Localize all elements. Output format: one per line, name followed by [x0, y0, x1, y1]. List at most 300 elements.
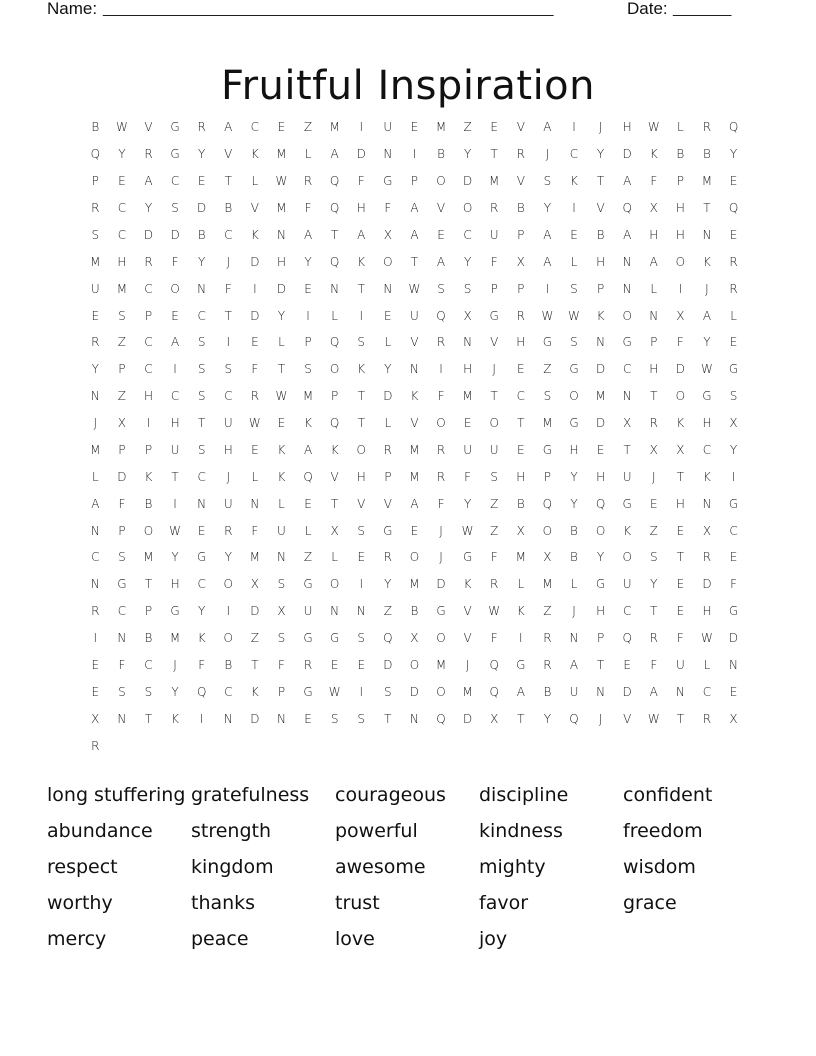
grid-letter[interactable]: Y [463, 254, 472, 269]
grid-letter[interactable]: S [118, 550, 126, 565]
grid-letter[interactable]: I [146, 416, 151, 431]
grid-letter[interactable]: H [516, 335, 526, 350]
grid-letter[interactable]: U [622, 577, 632, 592]
grid-letter[interactable]: E [171, 308, 179, 323]
grid-letter[interactable]: N [409, 711, 419, 726]
grid-letter[interactable]: I [359, 577, 363, 592]
grid-letter[interactable]: B [197, 227, 206, 242]
grid-letter[interactable]: H [596, 469, 606, 484]
grid-letter[interactable]: T [357, 416, 365, 431]
grid-letter[interactable]: A [303, 227, 313, 242]
grid-letter[interactable]: S [490, 469, 499, 484]
grid-letter[interactable]: E [330, 657, 339, 672]
grid-letter[interactable]: T [277, 362, 286, 377]
grid-letter[interactable]: T [490, 389, 498, 404]
grid-letter[interactable]: M [329, 120, 340, 135]
grid-letter[interactable]: X [543, 550, 552, 565]
grid-letter[interactable]: S [357, 631, 366, 646]
grid-letter[interactable]: W [408, 281, 421, 296]
grid-letter[interactable]: Q [569, 711, 579, 726]
grid-letter[interactable]: A [649, 684, 658, 699]
grid-letter[interactable]: X [729, 416, 738, 431]
grid-letter[interactable]: T [330, 227, 339, 242]
grid-letter[interactable]: D [462, 174, 473, 189]
grid-letter[interactable]: X [676, 308, 685, 323]
grid-letter[interactable]: N [276, 550, 286, 565]
grid-letter[interactable]: H [569, 442, 579, 457]
grid-letter[interactable]: Z [250, 631, 259, 646]
grid-letter[interactable]: X [702, 523, 712, 538]
grid-letter[interactable]: R [144, 147, 153, 162]
grid-letter[interactable]: S [118, 308, 126, 323]
grid-letter[interactable]: X [516, 523, 525, 538]
grid-letter[interactable]: R [702, 711, 712, 726]
grid-letter[interactable]: M [409, 442, 420, 457]
grid-letter[interactable]: Q [728, 120, 739, 135]
grid-letter[interactable]: B [570, 523, 578, 538]
grid-letter[interactable]: G [622, 496, 632, 511]
grid-letter[interactable]: T [198, 416, 206, 431]
grid-letter[interactable]: N [596, 684, 606, 699]
grid-letter[interactable]: T [224, 308, 232, 323]
grid-letter[interactable]: G [117, 577, 127, 592]
grid-letter[interactable]: L [278, 335, 285, 350]
grid-letter[interactable]: Y [277, 308, 286, 323]
grid-letter[interactable]: H [516, 469, 526, 484]
grid-letter[interactable]: I [226, 604, 231, 619]
grid-letter[interactable]: B [224, 201, 233, 216]
grid-letter[interactable]: Y [703, 335, 711, 350]
grid-letter[interactable]: W [248, 416, 261, 431]
grid-letter[interactable]: C [463, 227, 472, 242]
grid-letter[interactable]: R [516, 147, 525, 162]
grid-letter[interactable]: Z [117, 335, 126, 350]
grid-letter[interactable]: O [675, 254, 686, 269]
grid-letter[interactable]: W [488, 604, 501, 619]
grid-letter[interactable]: A [144, 174, 153, 189]
grid-letter[interactable]: E [91, 308, 100, 323]
grid-letter[interactable]: H [675, 201, 685, 216]
grid-letter[interactable]: H [170, 577, 180, 592]
grid-letter[interactable]: K [703, 254, 711, 269]
grid-letter[interactable]: Y [91, 362, 99, 377]
grid-letter[interactable]: O [223, 577, 233, 592]
grid-letter[interactable]: F [251, 362, 259, 377]
grid-letter[interactable]: V [516, 174, 525, 189]
grid-letter[interactable]: P [144, 308, 153, 323]
grid-letter[interactable]: G [383, 523, 393, 538]
grid-letter[interactable]: C [569, 147, 579, 162]
grid-letter[interactable]: Q [90, 147, 101, 162]
grid-letter[interactable]: M [276, 147, 287, 162]
grid-letter[interactable]: R [144, 254, 153, 269]
grid-letter[interactable]: E [304, 711, 312, 726]
grid-letter[interactable]: I [439, 362, 443, 377]
grid-letter[interactable]: A [410, 201, 419, 216]
grid-letter[interactable]: Z [383, 604, 392, 619]
grid-letter[interactable]: U [223, 416, 233, 431]
grid-letter[interactable]: N [649, 308, 659, 323]
grid-letter[interactable]: P [650, 335, 658, 350]
grid-letter[interactable]: I [412, 147, 417, 162]
grid-letter[interactable]: E [649, 496, 658, 511]
grid-letter[interactable]: C [516, 389, 525, 404]
grid-letter[interactable]: M [435, 120, 447, 135]
grid-letter[interactable]: G [542, 442, 553, 457]
grid-letter[interactable]: E [277, 120, 286, 135]
grid-letter[interactable]: Z [303, 120, 313, 135]
grid-letter[interactable]: W [169, 523, 182, 538]
grid-letter[interactable]: T [490, 147, 498, 162]
grid-letter[interactable]: K [410, 389, 419, 404]
grid-letter[interactable]: P [596, 281, 605, 296]
grid-letter[interactable]: Y [198, 147, 206, 162]
grid-letter[interactable]: K [357, 254, 366, 269]
grid-letter[interactable]: C [144, 335, 153, 350]
grid-letter[interactable]: C [224, 227, 233, 242]
grid-letter[interactable]: V [250, 201, 259, 216]
grid-letter[interactable]: T [596, 174, 605, 189]
grid-letter[interactable]: V [144, 120, 153, 135]
grid-letter[interactable]: Z [490, 496, 499, 511]
grid-letter[interactable]: K [250, 684, 259, 699]
grid-letter[interactable]: T [410, 254, 419, 269]
grid-letter[interactable]: N [90, 577, 100, 592]
grid-letter[interactable]: C [144, 281, 153, 296]
grid-letter[interactable]: H [702, 416, 712, 431]
grid-letter[interactable]: K [357, 362, 366, 377]
grid-letter[interactable]: O [143, 523, 154, 538]
grid-letter[interactable]: L [677, 120, 684, 135]
grid-letter[interactable]: R [303, 657, 313, 672]
grid-letter[interactable]: V [436, 201, 446, 216]
grid-letter[interactable]: X [649, 201, 658, 216]
grid-letter[interactable]: G [436, 604, 446, 619]
grid-letter[interactable]: I [359, 120, 363, 135]
grid-letter[interactable]: N [702, 227, 712, 242]
grid-letter[interactable]: G [516, 657, 526, 672]
grid-letter[interactable]: O [436, 684, 446, 699]
grid-letter[interactable]: E [251, 442, 259, 457]
grid-letter[interactable]: M [595, 389, 606, 404]
grid-letter[interactable]: B [224, 657, 233, 672]
grid-letter[interactable]: G [170, 147, 180, 162]
grid-letter[interactable]: M [489, 174, 500, 189]
grid-letter[interactable]: L [650, 281, 658, 296]
grid-letter[interactable]: U [675, 657, 685, 672]
grid-letter[interactable]: H [649, 227, 659, 242]
grid-letter[interactable]: T [676, 711, 685, 726]
grid-letter[interactable]: I [731, 469, 736, 484]
grid-letter[interactable]: Y [384, 362, 392, 377]
grid-letter[interactable]: F [650, 174, 658, 189]
grid-letter[interactable]: P [676, 174, 684, 189]
grid-letter[interactable]: Y [118, 147, 126, 162]
grid-letter[interactable]: H [675, 227, 685, 242]
grid-letter[interactable]: T [357, 389, 365, 404]
grid-letter[interactable]: J [651, 469, 656, 484]
grid-letter[interactable]: Y [463, 496, 472, 511]
grid-letter[interactable]: C [197, 469, 206, 484]
grid-letter[interactable]: P [304, 335, 312, 350]
grid-letter[interactable]: L [517, 577, 525, 592]
grid-letter[interactable]: Q [303, 469, 313, 484]
grid-letter[interactable]: K [277, 469, 286, 484]
grid-letter[interactable]: E [251, 335, 259, 350]
grid-letter[interactable]: H [675, 496, 685, 511]
grid-letter[interactable]: Y [144, 201, 153, 216]
grid-letter[interactable]: T [650, 604, 658, 619]
grid-letter[interactable]: B [703, 147, 711, 162]
grid-letter[interactable]: Z [117, 389, 126, 404]
grid-letter[interactable]: W [328, 684, 341, 699]
grid-letter[interactable]: K [171, 711, 180, 726]
grid-letter[interactable]: S [543, 174, 552, 189]
grid-letter[interactable]: X [463, 308, 472, 323]
grid-letter[interactable]: X [516, 254, 525, 269]
grid-letter[interactable]: K [703, 469, 711, 484]
grid-letter[interactable]: E [197, 523, 206, 538]
grid-letter[interactable]: D [250, 254, 260, 269]
grid-letter[interactable]: G [303, 577, 313, 592]
grid-letter[interactable]: V [330, 469, 339, 484]
grid-letter[interactable]: L [278, 496, 285, 511]
grid-letter[interactable]: G [489, 308, 499, 323]
grid-letter[interactable]: S [357, 335, 366, 350]
grid-letter[interactable]: W [275, 389, 288, 404]
grid-letter[interactable]: I [572, 201, 576, 216]
grid-letter[interactable]: E [91, 684, 100, 699]
grid-letter[interactable]: C [224, 389, 233, 404]
grid-letter[interactable]: X [490, 711, 499, 726]
grid-letter[interactable]: E [410, 120, 419, 135]
grid-letter[interactable]: U [383, 120, 393, 135]
grid-letter[interactable]: E [676, 604, 685, 619]
grid-letter[interactable]: R [516, 308, 525, 323]
grid-letter[interactable]: K [623, 523, 632, 538]
grid-letter[interactable]: E [729, 227, 738, 242]
grid-letter[interactable]: J [226, 254, 231, 269]
grid-letter[interactable]: A [623, 227, 632, 242]
grid-letter[interactable]: M [435, 657, 447, 672]
grid-letter[interactable]: A [543, 120, 552, 135]
grid-letter[interactable]: E [118, 174, 126, 189]
grid-letter[interactable]: B [437, 147, 445, 162]
grid-letter[interactable]: B [144, 496, 153, 511]
grid-letter[interactable]: S [277, 631, 286, 646]
grid-letter[interactable]: E [304, 496, 312, 511]
grid-letter[interactable]: R [729, 281, 738, 296]
grid-letter[interactable]: M [542, 577, 553, 592]
grid-letter[interactable]: G [622, 335, 632, 350]
grid-letter[interactable]: R [224, 523, 233, 538]
grid-letter[interactable]: G [728, 496, 739, 511]
grid-letter[interactable]: Y [463, 147, 472, 162]
grid-letter[interactable]: A [330, 147, 339, 162]
grid-letter[interactable]: W [568, 308, 580, 323]
grid-letter[interactable]: V [410, 335, 419, 350]
grid-letter[interactable]: Y [570, 496, 578, 511]
grid-letter[interactable]: X [649, 442, 658, 457]
grid-letter[interactable]: X [250, 577, 259, 592]
grid-letter[interactable]: O [542, 523, 553, 538]
grid-letter[interactable]: C [224, 684, 233, 699]
grid-letter[interactable]: A [436, 254, 446, 269]
grid-letter[interactable]: B [144, 631, 153, 646]
grid-letter[interactable]: H [463, 362, 473, 377]
grid-letter[interactable]: D [276, 281, 287, 296]
grid-letter[interactable]: T [171, 469, 179, 484]
grid-letter[interactable]: J [572, 604, 576, 619]
grid-letter[interactable]: O [489, 416, 499, 431]
grid-letter[interactable]: C [144, 657, 153, 672]
grid-letter[interactable]: F [464, 469, 472, 484]
grid-letter[interactable]: R [303, 174, 313, 189]
grid-letter[interactable]: S [197, 362, 206, 377]
grid-letter[interactable]: R [383, 550, 392, 565]
grid-letter[interactable]: Q [329, 335, 340, 350]
grid-letter[interactable]: N [117, 711, 127, 726]
grid-letter[interactable]: L [331, 550, 338, 565]
grid-letter[interactable]: H [702, 604, 712, 619]
grid-letter[interactable]: U [622, 469, 632, 484]
grid-letter[interactable]: G [542, 335, 553, 350]
grid-letter[interactable]: F [437, 389, 445, 404]
grid-letter[interactable]: C [250, 120, 260, 135]
grid-letter[interactable]: C [729, 523, 738, 538]
grid-letter[interactable]: S [570, 335, 578, 350]
grid-letter[interactable]: O [383, 254, 393, 269]
grid-letter[interactable]: R [436, 335, 446, 350]
grid-letter[interactable]: G [702, 389, 712, 404]
grid-letter[interactable]: S [277, 577, 286, 592]
grid-letter[interactable]: U [463, 442, 472, 457]
grid-letter[interactable]: P [118, 442, 126, 457]
grid-letter[interactable]: R [436, 442, 446, 457]
grid-letter[interactable]: R [649, 631, 658, 646]
grid-letter[interactable]: E [623, 657, 631, 672]
grid-letter[interactable]: I [173, 362, 177, 377]
grid-letter[interactable]: M [701, 174, 713, 189]
grid-letter[interactable]: M [169, 631, 181, 646]
grid-letter[interactable]: T [703, 201, 711, 216]
grid-letter[interactable]: F [676, 631, 684, 646]
grid-letter[interactable]: S [144, 684, 153, 699]
grid-letter[interactable]: E [676, 523, 685, 538]
grid-letter[interactable]: Y [650, 577, 658, 592]
grid-letter[interactable]: F [384, 201, 392, 216]
grid-letter[interactable]: N [117, 631, 127, 646]
grid-letter[interactable]: G [595, 577, 606, 592]
grid-letter[interactable]: R [543, 657, 552, 672]
grid-letter[interactable]: S [197, 442, 206, 457]
grid-letter[interactable]: D [250, 604, 260, 619]
grid-letter[interactable]: X [410, 631, 419, 646]
grid-letter[interactable]: E [410, 523, 419, 538]
grid-letter[interactable]: V [516, 120, 525, 135]
grid-letter[interactable]: U [223, 496, 233, 511]
grid-letter[interactable]: D [622, 147, 632, 162]
grid-letter[interactable]: N [409, 362, 419, 377]
grid-letter[interactable]: M [409, 577, 420, 592]
grid-letter[interactable]: C [622, 362, 632, 377]
grid-letter[interactable]: O [329, 362, 340, 377]
grid-letter[interactable]: M [409, 469, 420, 484]
grid-letter[interactable]: C [197, 308, 206, 323]
grid-letter[interactable]: D [197, 201, 207, 216]
grid-letter[interactable]: I [359, 684, 363, 699]
grid-letter[interactable]: S [437, 281, 445, 296]
grid-letter[interactable]: N [729, 657, 739, 672]
grid-letter[interactable]: I [572, 120, 576, 135]
grid-letter[interactable]: Y [729, 442, 738, 457]
grid-letter[interactable]: W [647, 120, 660, 135]
grid-letter[interactable]: F [278, 657, 285, 672]
grid-letter[interactable]: J [545, 147, 550, 162]
grid-letter[interactable]: E [463, 416, 472, 431]
grid-letter[interactable]: K [570, 174, 578, 189]
grid-letter[interactable]: P [277, 684, 286, 699]
grid-letter[interactable]: A [649, 254, 658, 269]
grid-letter[interactable]: E [357, 657, 366, 672]
grid-letter[interactable]: O [436, 416, 446, 431]
grid-letter[interactable]: P [118, 523, 126, 538]
grid-letter[interactable]: C [91, 550, 100, 565]
grid-letter[interactable]: C [197, 577, 206, 592]
grid-letter[interactable]: A [224, 120, 233, 135]
grid-letter[interactable]: O [622, 550, 632, 565]
grid-letter[interactable]: L [251, 174, 259, 189]
grid-letter[interactable]: U [410, 308, 419, 323]
grid-letter[interactable]: D [143, 227, 154, 242]
grid-letter[interactable]: O [595, 523, 606, 538]
grid-letter[interactable]: K [516, 604, 525, 619]
grid-letter[interactable]: J [439, 523, 443, 538]
grid-letter[interactable]: G [303, 631, 313, 646]
grid-letter[interactable]: E [729, 335, 738, 350]
grid-letter[interactable]: S [330, 711, 339, 726]
grid-letter[interactable]: N [622, 254, 632, 269]
grid-letter[interactable]: R [197, 120, 206, 135]
grid-letter[interactable]: N [90, 523, 100, 538]
grid-letter[interactable]: K [330, 442, 339, 457]
grid-letter[interactable]: G [170, 120, 180, 135]
grid-letter[interactable]: J [492, 362, 496, 377]
grid-letter[interactable]: T [623, 442, 631, 457]
grid-letter[interactable]: D [250, 308, 260, 323]
grid-letter[interactable]: N [702, 496, 712, 511]
grid-letter[interactable]: Q [329, 416, 340, 431]
grid-letter[interactable]: I [199, 711, 204, 726]
grid-letter[interactable]: X [117, 416, 126, 431]
grid-letter[interactable]: L [730, 308, 737, 323]
grid-letter[interactable]: C [170, 389, 180, 404]
grid-letter[interactable]: H [276, 254, 286, 269]
grid-letter[interactable]: S [729, 389, 738, 404]
grid-letter[interactable]: Q [728, 201, 739, 216]
grid-letter[interactable]: M [542, 416, 553, 431]
grid-letter[interactable]: I [306, 308, 310, 323]
grid-letter[interactable]: P [144, 604, 153, 619]
grid-letter[interactable]: C [702, 684, 712, 699]
grid-letter[interactable]: G [569, 362, 579, 377]
grid-letter[interactable]: F [118, 657, 126, 672]
grid-letter[interactable]: V [410, 416, 419, 431]
grid-letter[interactable]: F [357, 174, 365, 189]
name-line[interactable]: ______________________________________________________ [103, 0, 554, 17]
grid-letter[interactable]: P [517, 227, 525, 242]
grid-letter[interactable]: Z [463, 120, 472, 135]
